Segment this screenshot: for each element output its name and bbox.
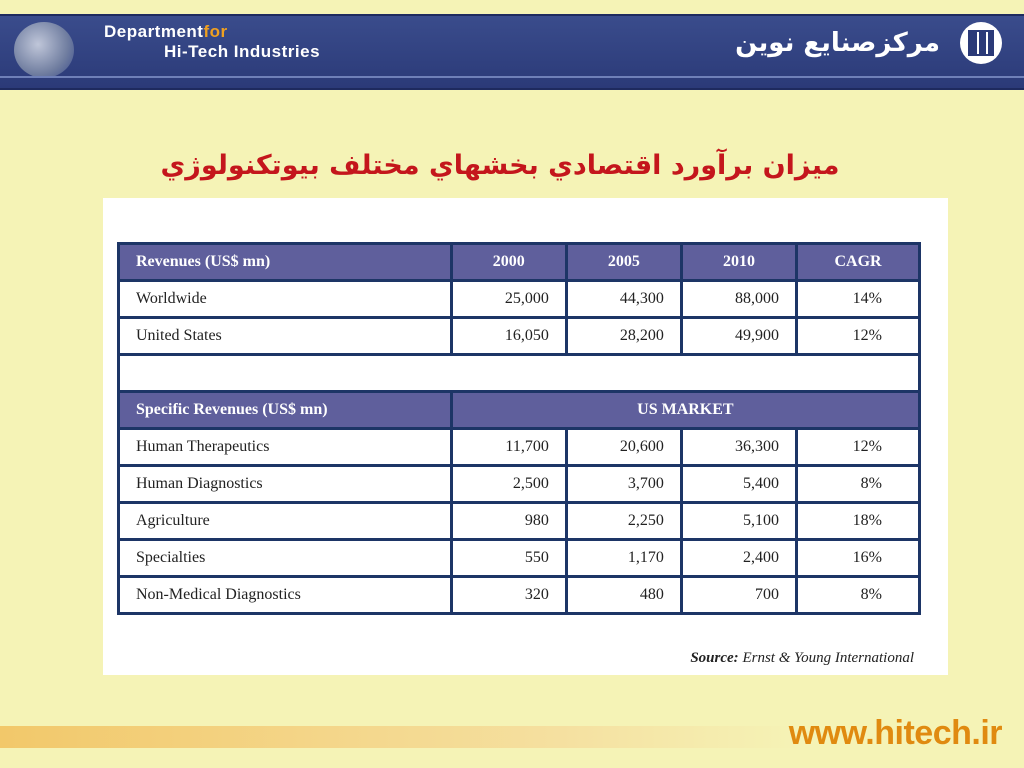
column-header: 2010 (683, 245, 795, 279)
table-cell: 3,700 (568, 467, 680, 501)
row-label: Non-Medical Diagnostics (120, 578, 450, 612)
dept-line1: Department (104, 22, 204, 41)
section-header-row (120, 393, 918, 427)
table-cell: 25,000 (453, 282, 565, 316)
table-row (120, 467, 918, 501)
row-label: Worldwide (120, 282, 450, 316)
table-cell: 550 (453, 541, 565, 575)
department-logo (104, 22, 320, 62)
globe-logo-icon (14, 22, 74, 78)
column-header: Revenues (US$ mn) (120, 245, 450, 279)
table-row (120, 541, 918, 575)
revenue-table (117, 242, 921, 615)
source-text: Ernst & Young International (742, 650, 914, 666)
table-cell: 12% (798, 319, 918, 353)
table-cell: 49,900 (683, 319, 795, 353)
header-banner (0, 14, 1024, 90)
table-row (120, 282, 918, 316)
table-cell: 1,170 (568, 541, 680, 575)
table-cell: 5,400 (683, 467, 795, 501)
dept-line2: Hi-Tech Industries (164, 42, 321, 61)
page-title: ميزان برآورد اقتصادي بخشهاي مختلف بيوتكنولوژي (160, 150, 840, 181)
table-cell: 14% (798, 282, 918, 316)
column-header: 2005 (568, 245, 680, 279)
table-cell: 2,250 (568, 504, 680, 538)
table-cell: 8% (798, 467, 918, 501)
table-row (120, 578, 918, 612)
section-header-market: US MARKET (453, 393, 918, 427)
table-panel (103, 198, 948, 675)
dept-for: for (203, 22, 228, 41)
table-cell: 2,400 (683, 541, 795, 575)
spacer-cell (120, 356, 918, 390)
table-cell: 20,600 (568, 430, 680, 464)
table-cell: 8% (798, 578, 918, 612)
table-cell: 88,000 (683, 282, 795, 316)
row-label: Human Diagnostics (120, 467, 450, 501)
spacer-row (120, 356, 918, 390)
row-label: Human Therapeutics (120, 430, 450, 464)
table-cell: 320 (453, 578, 565, 612)
footer-url: www.hitech.ir (788, 714, 1002, 752)
source-note (690, 650, 914, 667)
section-header-label: Specific Revenues (US$ mn) (120, 393, 450, 427)
table-cell: 36,300 (683, 430, 795, 464)
table-cell: 2,500 (453, 467, 565, 501)
table-cell: 28,200 (568, 319, 680, 353)
table-row (120, 430, 918, 464)
table-row (120, 319, 918, 353)
source-label: Source: (690, 650, 739, 666)
center-logo-icon (960, 22, 1002, 64)
table-cell: 18% (798, 504, 918, 538)
table-cell: 5,100 (683, 504, 795, 538)
table-cell: 11,700 (453, 430, 565, 464)
persian-logo-text: مركزصنايع نوين (735, 28, 940, 58)
table-cell: 16,050 (453, 319, 565, 353)
table-row (120, 504, 918, 538)
row-label: United States (120, 319, 450, 353)
table-cell: 700 (683, 578, 795, 612)
table-cell: 16% (798, 541, 918, 575)
table-cell: 12% (798, 430, 918, 464)
table-cell: 980 (453, 504, 565, 538)
table-cell: 480 (568, 578, 680, 612)
footer-bar (0, 726, 800, 748)
column-header: CAGR (798, 245, 918, 279)
table-header-row (120, 245, 918, 279)
row-label: Specialties (120, 541, 450, 575)
row-label: Agriculture (120, 504, 450, 538)
table-cell: 44,300 (568, 282, 680, 316)
column-header: 2000 (453, 245, 565, 279)
header-stripe (0, 76, 1024, 78)
